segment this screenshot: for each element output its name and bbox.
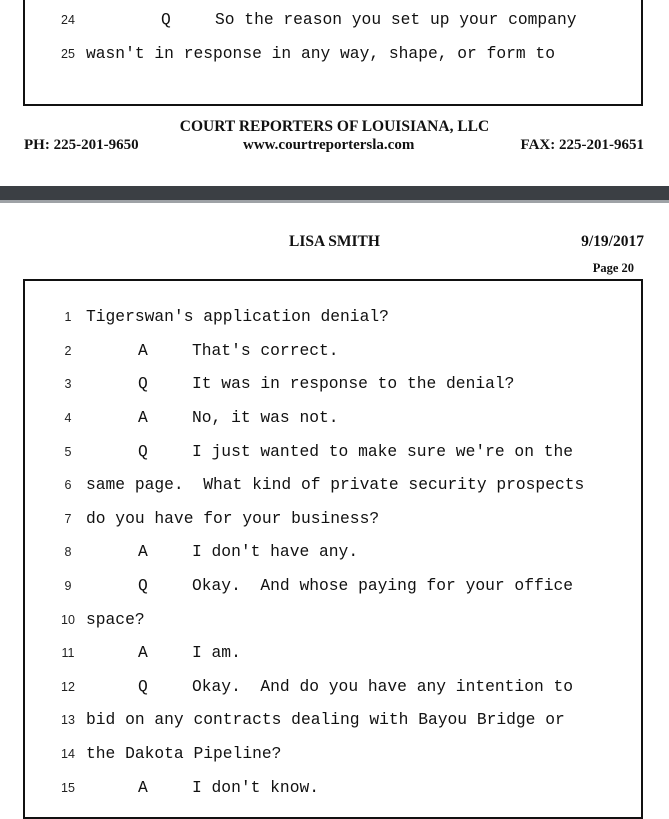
transcript-line — [25, 9, 641, 31]
speaker-marker: A — [138, 542, 148, 561]
transcript-line — [25, 474, 641, 496]
line-text: bid on any contracts dealing with Bayou Bridge or — [86, 710, 565, 729]
transcript-line — [25, 373, 641, 395]
line-number: 4 — [64, 411, 72, 425]
line-text: wasn't in response in any way, shape, or form to — [86, 44, 555, 63]
transcript-line — [25, 642, 641, 664]
line-number: 12 — [61, 680, 75, 694]
witness-name: LISA SMITH — [289, 233, 380, 250]
speaker-marker: A — [138, 341, 148, 360]
deposition-date: 9/19/2017 — [581, 233, 644, 250]
line-number: 7 — [64, 512, 72, 526]
line-number: 2 — [64, 344, 72, 358]
line-number: 13 — [61, 713, 75, 727]
previous-page-transcript-box — [23, 0, 643, 106]
line-number: 8 — [64, 545, 72, 559]
line-number: 9 — [64, 579, 72, 593]
speaker-marker: A — [138, 643, 148, 662]
page-separator — [0, 186, 669, 200]
line-text: No, it was not. — [192, 408, 339, 427]
transcript-line — [25, 340, 641, 362]
transcript-line — [25, 407, 641, 429]
line-number: 1 — [64, 310, 72, 324]
line-text: Okay. And do you have any intention to — [192, 677, 574, 696]
speaker-marker: Q — [138, 374, 148, 393]
line-text: do you have for your business? — [86, 509, 380, 528]
line-text: That's correct. — [192, 341, 339, 360]
transcript-line — [25, 541, 641, 563]
line-number: 14 — [61, 747, 75, 761]
line-text: same page. What kind of private security prospects — [86, 475, 585, 494]
transcript-line — [25, 743, 641, 765]
transcript-line — [25, 306, 641, 328]
speaker-marker: Q — [138, 576, 148, 595]
speaker-marker: A — [138, 408, 148, 427]
website: www.courtreportersla.com — [243, 137, 415, 153]
speaker-marker: Q — [161, 10, 171, 29]
line-text: I don't have any. — [192, 542, 359, 561]
line-number: 15 — [61, 781, 75, 795]
line-text: I don't know. — [192, 778, 320, 797]
line-text: It was in response to the denial? — [192, 374, 515, 393]
transcript-box — [23, 279, 643, 819]
transcript-line — [25, 43, 641, 65]
court-reporter-company: COURT REPORTERS OF LOUISIANA, LLC — [179, 118, 490, 135]
transcript-line — [25, 441, 641, 463]
speaker-marker: A — [138, 778, 148, 797]
phone-number: PH: 225-201-9650 — [24, 137, 139, 153]
page-number: Page 20 — [592, 261, 634, 275]
speaker-marker: Q — [138, 442, 148, 461]
line-number: 10 — [61, 613, 75, 627]
transcript-line — [25, 709, 641, 731]
line-number: 5 — [64, 445, 72, 459]
line-text: the Dakota Pipeline? — [86, 744, 282, 763]
line-number: 3 — [64, 377, 72, 391]
line-number: 11 — [61, 646, 75, 660]
line-number: 24 — [61, 13, 75, 27]
line-text: Okay. And whose paying for your office — [192, 576, 574, 595]
speaker-marker: Q — [138, 677, 148, 696]
fax-number: FAX: 225-201-9651 — [520, 137, 644, 153]
transcript-line — [25, 676, 641, 698]
line-text: space? — [86, 610, 145, 629]
transcript-line — [25, 575, 641, 597]
line-number: 25 — [61, 47, 75, 61]
transcript-line — [25, 609, 641, 631]
line-text: Tigerswan's application denial? — [86, 307, 389, 326]
line-text: I am. — [192, 643, 241, 662]
line-number: 6 — [64, 478, 72, 492]
line-text: So the reason you set up your company — [215, 10, 577, 29]
transcript-line — [25, 508, 641, 530]
transcript-line — [25, 777, 641, 799]
line-text: I just wanted to make sure we're on the — [192, 442, 574, 461]
